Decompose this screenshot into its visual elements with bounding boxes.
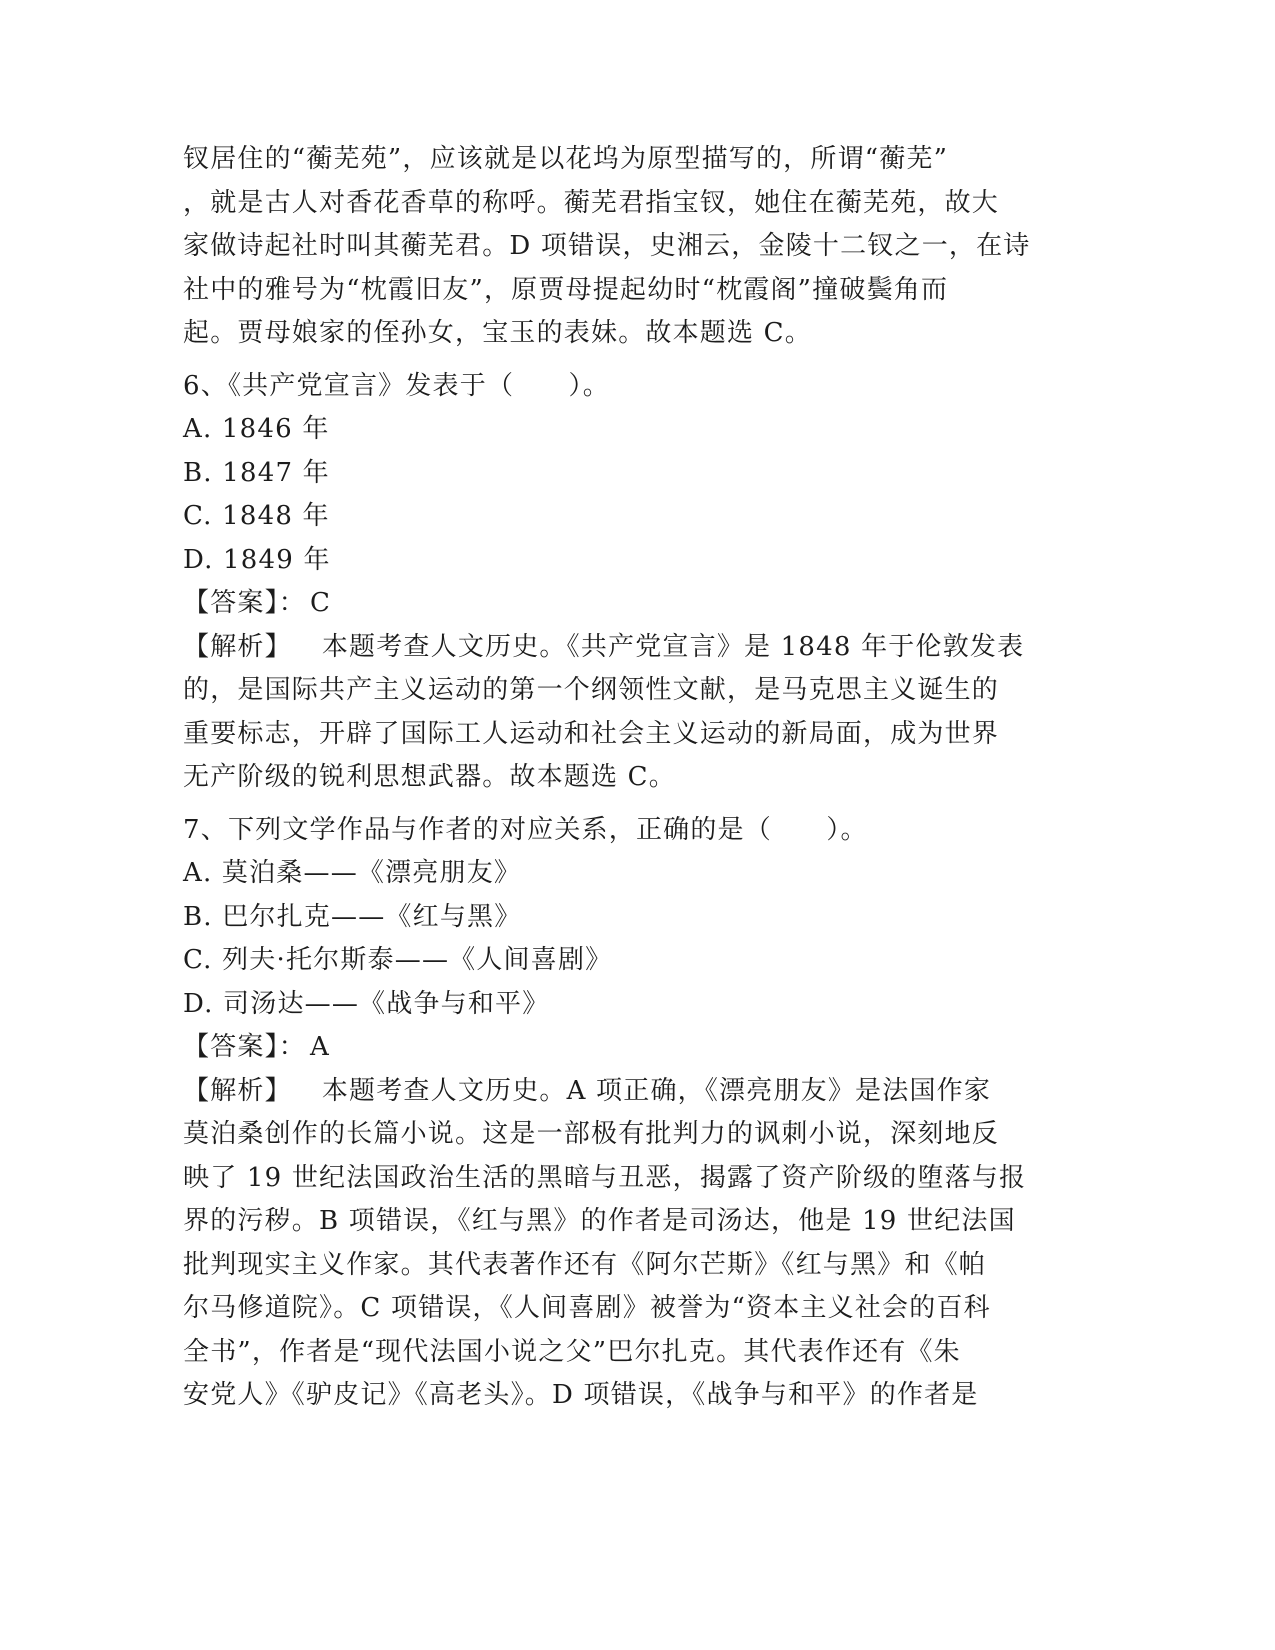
- answer-label: 【答案】：: [183, 588, 307, 618]
- question-text: 7、下列文学作品与作者的对应关系，正确的是（ ）。: [183, 814, 868, 845]
- option-c: C. 1848 年: [183, 501, 330, 531]
- answer-label: 【答案】：: [183, 1032, 307, 1062]
- text-line: 尔马修道院》。C 项错误，《人间喜剧》被誉为“资本主义社会的百科: [183, 1293, 991, 1323]
- paragraph-gap: [183, 356, 1053, 365]
- analysis-label: 【解析】: [183, 631, 292, 662]
- text-line: 钗居住的“蘅芜苑”，应该就是以花坞为原型描写的，所谓“蘅芜”: [183, 144, 949, 174]
- text-line: 批判现实主义作家。其代表著作还有《阿尔芒斯》《红与黑》和《帕: [183, 1249, 987, 1280]
- text-line: 起。贾母娘家的侄孙女，宝玉的表妹。故本题选 C。: [183, 318, 812, 348]
- answer-line: [183, 1026, 1053, 1070]
- option-d: D. 司汤达——《战争与和平》: [183, 988, 550, 1019]
- option-b: B. 1847 年: [183, 457, 330, 488]
- text-line: 无产阶级的锐利思想武器。故本题选 C。: [183, 762, 676, 792]
- answer-value: A: [310, 1032, 330, 1062]
- analysis-line: [183, 626, 1053, 670]
- analysis-text: 本题考查人文历史。《共产党宣言》是 1848 年于伦敦发表: [321, 631, 1025, 662]
- option-a: A. 莫泊桑——《漂亮朋友》: [183, 858, 522, 888]
- text-line: 重要标志，开辟了国际工人运动和社会主义运动的新局面，成为世界: [183, 718, 1000, 749]
- text-line: 映了 19 世纪法国政治生活的黑暗与丑恶，揭露了资产阶级的堕落与报: [183, 1162, 1027, 1193]
- text-line: ，就是古人对香花香草的称呼。蘅芜君指宝钗，她住在蘅芜苑，故大: [183, 187, 1000, 218]
- text-line: 界的污秽。B 项错误，《红与黑》的作者是司汤达，他是 19 世纪法国: [183, 1206, 1016, 1236]
- question-text: 6、《共产党宣言》发表于（ ）。: [183, 370, 610, 401]
- text-line: 安党人》《驴皮记》《高老头》。D 项错误，《战争与和平》的作者是: [183, 1380, 979, 1410]
- option-b: B. 巴尔扎克——《红与黑》: [183, 901, 522, 932]
- text-line: 的，是国际共产主义运动的第一个纲领性文献，是马克思主义诞生的: [183, 675, 1000, 705]
- text-line: 全书”，作者是“现代法国小说之父”巴尔扎克。其代表作还有《朱: [183, 1336, 961, 1367]
- intro-paragraph: [183, 138, 1053, 356]
- option-c: C. 列夫·托尔斯泰——《人间喜剧》: [183, 945, 613, 975]
- option-a: A. 1846 年: [183, 414, 330, 444]
- question-6: [183, 365, 1053, 800]
- question-7: [183, 809, 1053, 1418]
- analysis-text: 本题考查人文历史。A 项正确，《漂亮朋友》是法国作家: [321, 1075, 992, 1106]
- answer-value: C: [310, 588, 332, 618]
- analysis-label: 【解析】: [183, 1075, 292, 1106]
- text-line: 莫泊桑创作的长篇小说。这是一部极有批判力的讽刺小说，深刻地反: [183, 1119, 1000, 1149]
- analysis-line: [183, 1070, 1053, 1114]
- answer-line: [183, 582, 1053, 626]
- paragraph-gap: [183, 800, 1053, 809]
- option-d: D. 1849 年: [183, 544, 331, 575]
- text-line: 社中的雅号为“枕霞旧友”，原贾母提起幼时“枕霞阁”撞破鬓角而: [183, 274, 949, 305]
- document-page: [183, 138, 1053, 1418]
- text-line: 家做诗起社时叫其蘅芜君。D 项错误，史湘云，金陵十二钗之一，在诗: [183, 231, 1031, 261]
